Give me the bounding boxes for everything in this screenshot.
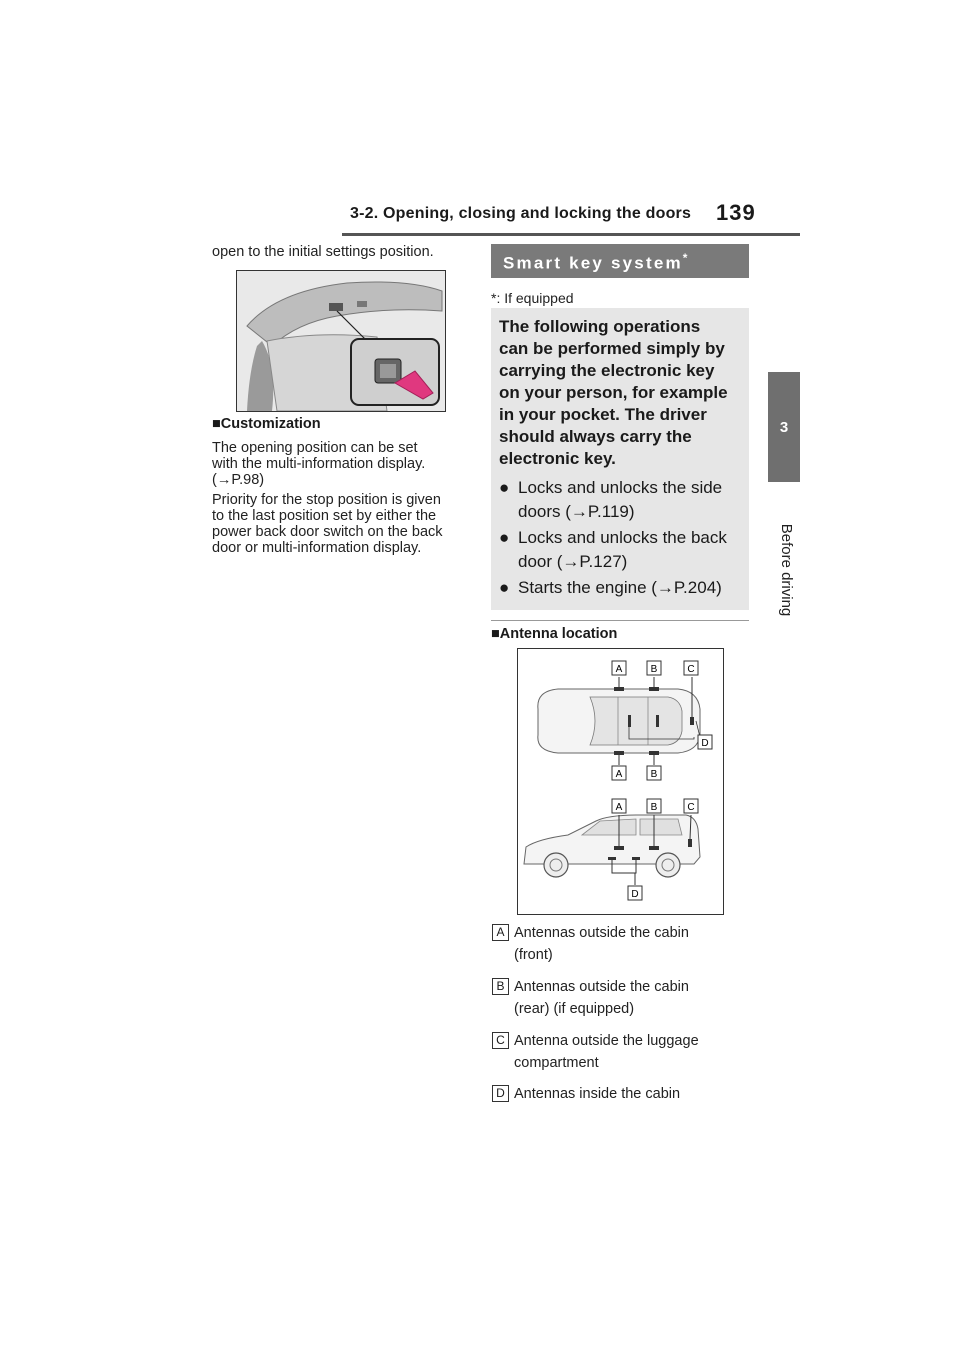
chapter-number: 3 bbox=[779, 418, 789, 436]
text-line: power back door switch on the back bbox=[212, 524, 443, 540]
label-a: A bbox=[615, 769, 623, 780]
text-line: in your pocket. The driver bbox=[499, 405, 707, 424]
bullet-icon: ● bbox=[499, 478, 510, 497]
text-line: can be performed simply by bbox=[499, 339, 725, 358]
antenna-a-bottom bbox=[614, 751, 624, 755]
text-line: carrying the electronic key bbox=[499, 361, 715, 380]
text-line: The following operations bbox=[499, 317, 701, 336]
page-reference: (→P.98) bbox=[212, 472, 265, 488]
legend-item-a bbox=[514, 922, 744, 966]
label-d: D bbox=[631, 889, 639, 900]
bullet-icon: ● bbox=[499, 578, 510, 597]
banner-footnote-mark: * bbox=[682, 251, 690, 265]
text-line: (rear) (if equipped) bbox=[514, 1001, 635, 1017]
label-b: B bbox=[650, 664, 658, 675]
bullet-icon: ● bbox=[499, 528, 510, 547]
operation-bullet bbox=[499, 576, 745, 600]
section-divider bbox=[491, 620, 749, 621]
car-top-view bbox=[538, 689, 700, 753]
operation-bullet bbox=[499, 526, 745, 574]
legend-item-c bbox=[514, 1030, 744, 1074]
page-reference: door (→P.127) bbox=[518, 552, 628, 571]
antenna-b-top bbox=[649, 687, 659, 691]
antenna-d-cabin bbox=[628, 715, 631, 727]
header-rule bbox=[342, 233, 800, 236]
antenna-d-side bbox=[608, 857, 616, 860]
legend-item-b bbox=[514, 976, 744, 1020]
chapter-label: Before driving bbox=[778, 523, 795, 617]
text-line: The opening position can be set bbox=[212, 440, 418, 456]
antenna-b-bottom bbox=[649, 751, 659, 755]
text-line: Antennas outside the cabin bbox=[514, 925, 689, 941]
legend-key-d: D bbox=[492, 1085, 509, 1102]
text-line: with the multi-information display. bbox=[212, 456, 426, 472]
antenna-d-cabin bbox=[656, 715, 659, 727]
label-b: B bbox=[650, 769, 658, 780]
operations-intro bbox=[499, 316, 743, 470]
text-line: should always carry the bbox=[499, 427, 692, 446]
back-door-illustration-svg bbox=[237, 271, 445, 411]
intro-text: open to the initial settings position. bbox=[212, 244, 434, 260]
customization-paragraph-1 bbox=[212, 440, 425, 488]
legend-key-a: A bbox=[492, 924, 509, 941]
operation-bullet bbox=[499, 476, 745, 524]
antenna-c-top bbox=[690, 717, 694, 725]
customization-paragraph-2 bbox=[212, 492, 443, 556]
antenna-d-side bbox=[632, 857, 640, 860]
text-line: (front) bbox=[514, 947, 553, 963]
text-line: Antennas inside the cabin bbox=[514, 1086, 681, 1102]
banner-title: Smart key system bbox=[503, 253, 683, 273]
label-c: C bbox=[687, 802, 695, 813]
text-line: Starts the engine (→P.204) bbox=[518, 578, 722, 597]
back-door-switch-illustration bbox=[236, 270, 446, 412]
text-line: Locks and unlocks the side bbox=[518, 478, 723, 497]
label-b: B bbox=[650, 802, 658, 813]
text-line: Locks and unlocks the back bbox=[518, 528, 727, 547]
label-c: C bbox=[687, 664, 695, 675]
customization-heading: ■Customization bbox=[212, 416, 321, 432]
label-a: A bbox=[615, 664, 623, 675]
label-a: A bbox=[615, 802, 623, 813]
text-line: compartment bbox=[514, 1055, 599, 1071]
footnote: *: If equipped bbox=[491, 290, 574, 306]
text-line: Priority for the stop position is given bbox=[212, 492, 441, 508]
text-line: on your person, for example bbox=[499, 383, 728, 402]
antenna-location-heading: ■Antenna location bbox=[491, 626, 618, 642]
smart-key-system-banner bbox=[491, 244, 749, 278]
chapter-tab bbox=[768, 372, 800, 482]
antenna-location-diagram bbox=[517, 648, 724, 915]
antenna-diagram-svg bbox=[518, 649, 723, 914]
text-line: to the last position set by either the bbox=[212, 508, 437, 524]
legend-key-b: B bbox=[492, 978, 509, 995]
text-line: door or multi-information display. bbox=[212, 540, 422, 556]
antenna-a-top bbox=[614, 687, 624, 691]
antenna-a-side bbox=[614, 846, 624, 850]
text-line: Antennas outside the cabin bbox=[514, 979, 689, 995]
text-line: electronic key. bbox=[499, 449, 616, 468]
label-d: D bbox=[701, 738, 709, 749]
legend-item-d bbox=[514, 1083, 744, 1105]
antenna-b-side bbox=[649, 846, 659, 850]
page-number: 139 bbox=[716, 200, 756, 225]
antenna-c-side bbox=[688, 839, 692, 847]
section-title: 3-2. Opening, closing and locking the doors bbox=[350, 205, 692, 222]
page-reference: doors (→P.119) bbox=[518, 502, 635, 521]
text-line: Antenna outside the luggage bbox=[514, 1033, 699, 1049]
legend-key-c: C bbox=[492, 1032, 509, 1049]
